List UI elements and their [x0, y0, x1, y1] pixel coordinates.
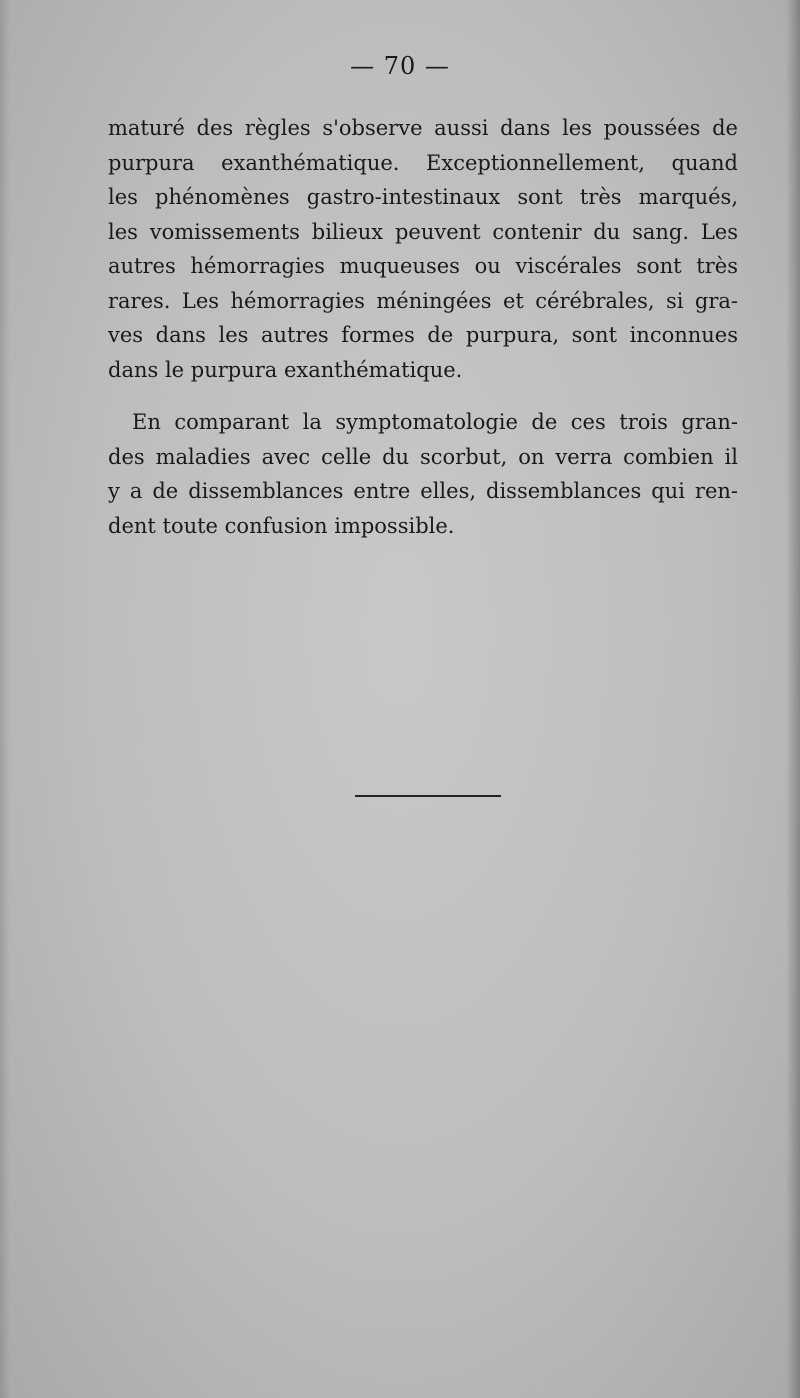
paragraph-2 — [108, 405, 738, 543]
text-line: autres hémorragies muqueuses ou viscérales sont très — [108, 254, 738, 278]
text-line: En comparant la symptomatologie de ces trois gran- — [132, 410, 738, 434]
section-end-rule — [355, 795, 501, 797]
text-line: rares. Les hémorragies méningées et cérébrales, si gra- — [108, 288, 738, 313]
text-line: des maladies avec celle du scorbut, on verra combien il — [108, 444, 738, 469]
body-text — [108, 111, 738, 543]
page-left-shadow — [0, 0, 10, 1398]
text-line: dans le purpura exanthématique. — [108, 357, 463, 382]
text-line: y a de dissemblances entre elles, dissemblances qui ren- — [108, 479, 738, 503]
text-line: les vomissements bilieux peuvent contenir du sang. Les — [108, 219, 738, 244]
text-line: dent toute confusion impossible. — [108, 513, 455, 538]
page-right-shadow — [786, 0, 800, 1398]
text-line: purpura exanthématique. Exceptionnellement, quand — [108, 150, 738, 175]
text-line: ves dans les autres formes de purpura, sont inconnues — [108, 323, 738, 347]
text-line: les phénomènes gastro-intestinaux sont très marqués, — [108, 185, 738, 209]
paragraph-1 — [108, 111, 738, 387]
page-number: — 70 — — [350, 52, 450, 80]
text-line: maturé des règles s'observe aussi dans les poussées de — [108, 116, 738, 140]
